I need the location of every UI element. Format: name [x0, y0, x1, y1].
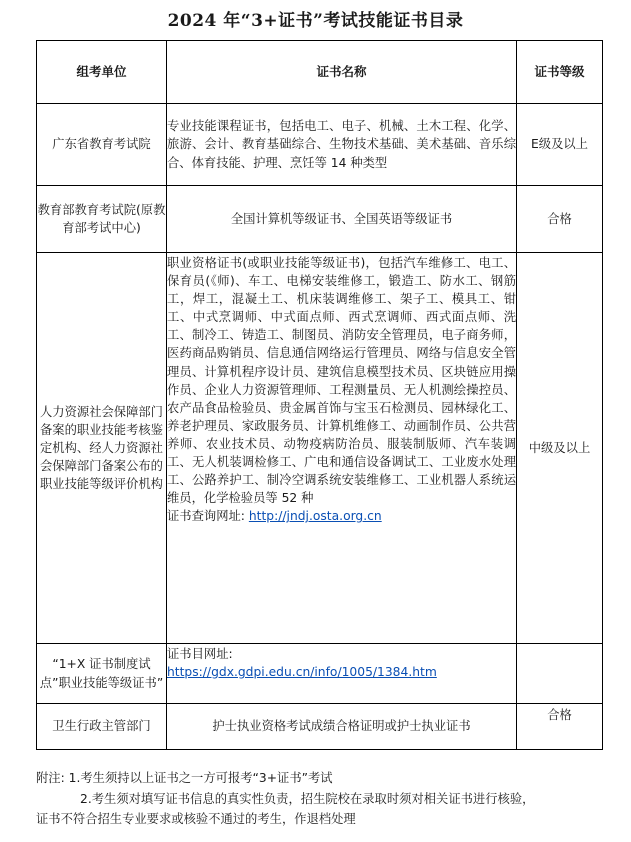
row-unit: 广东省教育考试院 [37, 104, 167, 186]
cert-url-label: 证书目网址: [167, 647, 233, 661]
row-level: 合格 [517, 704, 603, 750]
cert-url-link[interactable]: https://gdx.gdpi.edu.cn/info/1005/1384.htm [167, 665, 437, 680]
row-level: 中级及以上 [517, 253, 603, 644]
table-row [37, 104, 603, 186]
row-cert: 全国计算机等级证书、全国英语等级证书 [167, 186, 517, 253]
row-unit: “1+X 证书制度试点”职业技能等级证书” [37, 644, 167, 704]
note-line-1: 附注: 1.考生须持以上证书之一方可报考“3+证书”考试 [36, 771, 333, 785]
cert-query-link[interactable]: http://jndj.osta.org.cn [248, 509, 382, 524]
header-cert-level: 证书等级 [517, 41, 603, 104]
header-cert-name: 证书名称 [167, 41, 517, 104]
table-row [37, 644, 603, 704]
row-unit: 卫生行政主管部门 [37, 704, 167, 750]
row-unit: 教育部教育考试院(原教育部考试中心) [37, 186, 167, 253]
notes [36, 768, 611, 830]
row-cert [167, 644, 517, 704]
page-title: 2024 年“3+证书”考试技能证书目录 [167, 11, 464, 31]
header-unit: 组考单位 [37, 41, 167, 104]
row-cert: 护士执业资格考试成绩合格证明或护士执业证书 [167, 704, 517, 750]
cert-list-text: 职业资格证书(或职业技能等级证书)，包括汽车维修工、电工、保育员(《师)、车工、电梯安装维修工，锻造工、防水工、钢筋工，焊工，混凝土工、机床装调维修工、架子工、模具工、钳工、中式烹调师、中式面点师、西式烹调师、西式面点师、洗工、制冷工、铸造工、制图员、消防安全管理员，电子商务师，医药商品购销员、信息通信网络运行管理员、网络与信息安全管理员、计算机程序设计员、建筑信息模型技术员、区块链应用操作员、企业人力资源管理师、工程测量员、无人机测绘操控员、农产品食品检验员、贵金属首饰与宝玉石检测员、园林绿化工、养老护理员、家政服务员、计算机维修工、动画制作员、公共营养师、农业技术员、动物疫病防治员、服装制版师、汽车装调工、无人机装调检修工、广电和通信设备调试工、工业废水处理工、公路养护工、制冷空调系统安装维修工、工业机器人系统运维员，化学检验员等 52 种 [167, 256, 516, 506]
cert-query-label: 证书查询网址: [167, 509, 245, 524]
certificate-table [36, 40, 603, 750]
row-level: 合格 [517, 186, 603, 253]
cert-query-line [167, 507, 516, 525]
row-cert [167, 253, 517, 644]
table-row [37, 186, 603, 253]
row-level [517, 644, 603, 704]
table-row [37, 253, 603, 644]
row-level: E级及以上 [517, 104, 603, 186]
row-cert: 专业技能课程证书，包括电工、电子、机械、土木工程、化学、旅游、会计、教育基础综合、生物技术基础、美术基础、音乐综合、体育技能、护理、烹饪等 14 种类型 [167, 104, 517, 186]
table-header-row [37, 41, 603, 104]
table-row [37, 704, 603, 750]
note-line-2: 2.考生须对填写证书信息的真实性负责，招生院校在录取时须对相关证书进行核验， [80, 791, 535, 806]
note-line-3: 证书不符合招生专业要求或核验不通过的考生，作退档处理 [36, 812, 356, 826]
row-unit: 人力资源社会保障部门备案的职业技能考核鉴定机构、经人力资源社会保障部门备案公布的职业技能等级评价机构 [37, 253, 167, 644]
